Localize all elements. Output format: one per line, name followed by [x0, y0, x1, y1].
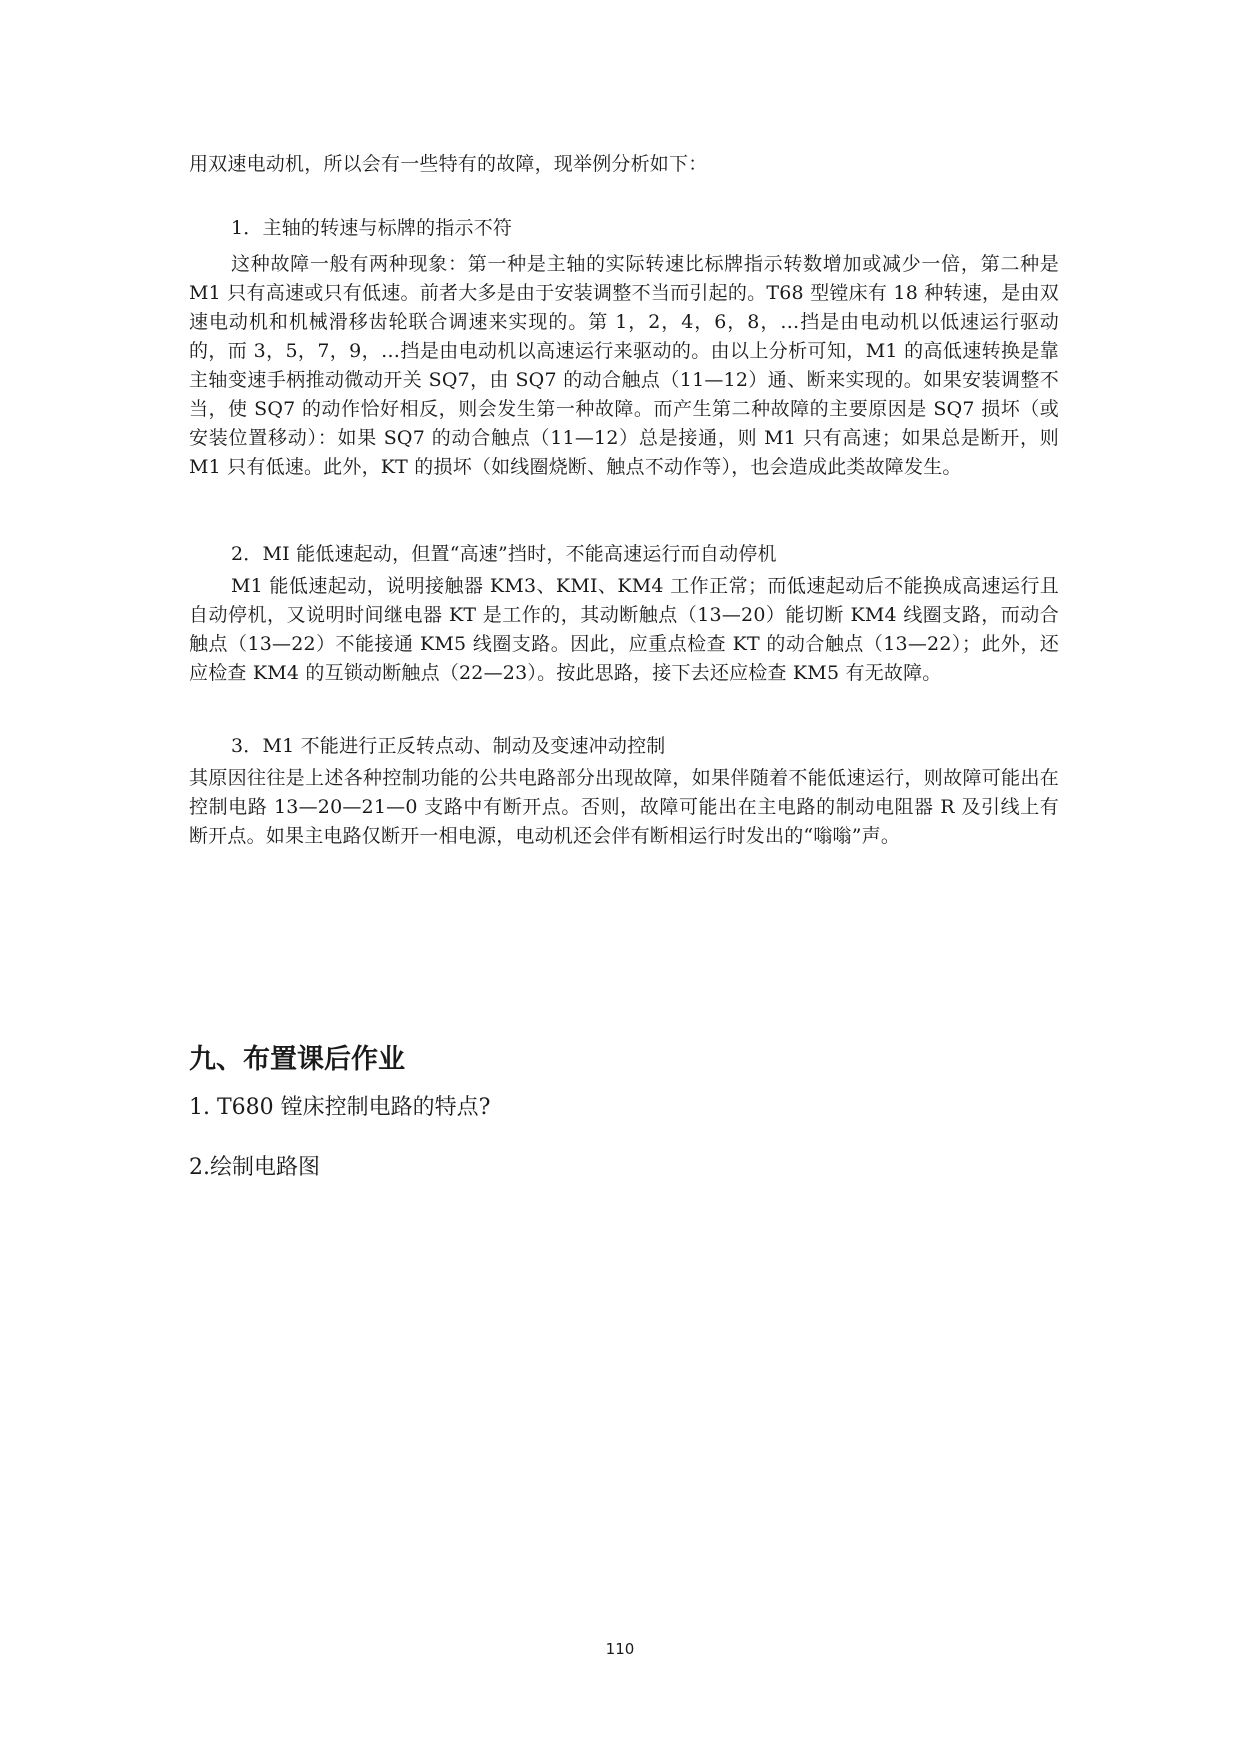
fault3-paragraph: 其原因往往是上述各种控制功能的公共电路部分出现故障，如果伴随着不能低速运行，则故障可能出在控制电路 13—20—21—0 支路中有断开点。否则，故障可能出在主电路的制动电阻器 R 及引线上有断开点。如果主电路仅断开一相电源，电动机还会伴有断相运行时发出的“嗡嗡”声。 — [189, 767, 1059, 847]
fault1-title: 1．主轴的转速与标牌的指示不符 — [231, 217, 513, 239]
fault2-title: 2．MI 能低速起动，但置“高速”挡时，不能高速运行而自动停机 — [231, 543, 777, 565]
homework-item-1: 1. T680 镗床控制电路的特点? — [189, 1095, 491, 1120]
continuation-paragraph: 用双速电动机，所以会有一些特有的故障，现举例分析如下： — [189, 153, 708, 175]
fault2-paragraph: M1 能低速起动，说明接触器 KM3、KMI、KM4 工作正常；而低速起动后不能换成高速运行且自动停机，又说明时间继电器 KT 是工作的，其动断触点（13—20）能切断 KM4 线圈支路，而动合触点（13—22）不能接通 KM5 线圈支路。因此，应重点检查 KT 的动合触点（13—22）；此外，还应检查 KM4 的互锁动断触点（22—23）。按此思路，接下去还应检查 KM5 有无故障。 — [189, 575, 1059, 684]
fault1-paragraph: 这种故障一般有两种现象：第一种是主轴的实际转速比标牌指示转数增加或减少一倍，第二种是 M1 只有高速或只有低速。前者大多是由于安装调整不当而引起的。T68 型镗床有 18 种转速，是由双速电动机和机械滑移齿轮联合调速来实现的。第 1，2，4，6，8，…挡是由电动机以低速运行驱动的，而 3，5，7，9，…挡是由电动机以高速运行来驱动的。由以上分析可知，M1 的高低速转换是靠主轴变速手柄推动微动开关 SQ7，由 SQ7 的动合触点（11—12）通、断来实现的。如果安装调整不当，使 SQ7 的动作恰好相反，则会发生第一种故障。而产生第二种故障的主要原因是 SQ7 损坏（或安装位置移动）：如果 SQ7 的动合触点（11—12）总是接通，则 M1 只有高速；如果总是断开，则 M1 只有低速。此外，KT 的损坏（如线圈烧断、触点不动作等），也会造成此类故障发生。 — [189, 253, 1059, 478]
homework-item-2: 2.绘制电路图 — [189, 1155, 320, 1180]
section-heading: 九、布置课后作业 — [189, 1044, 405, 1075]
page-number: 110 — [605, 1640, 635, 1658]
fault3-title: 3．M1 不能进行正反转点动、制动及变速冲动控制 — [231, 735, 666, 757]
